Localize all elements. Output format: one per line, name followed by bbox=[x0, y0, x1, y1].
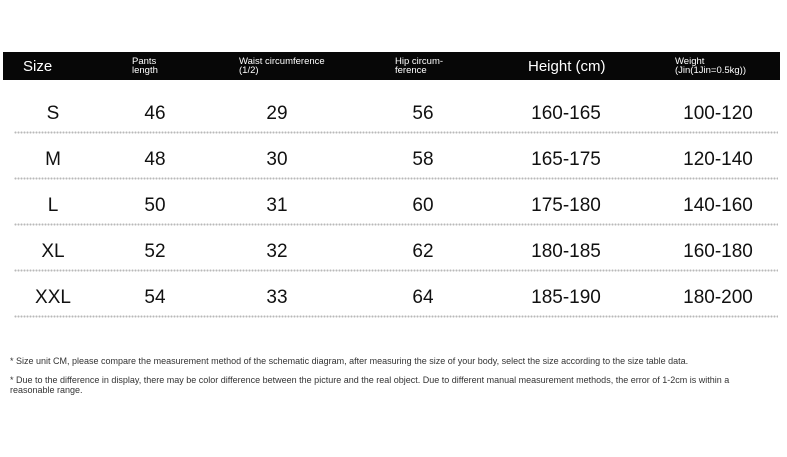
row-divider bbox=[14, 269, 778, 272]
table-header bbox=[3, 52, 780, 80]
cell-waist: 29 bbox=[266, 103, 288, 124]
table-row bbox=[0, 136, 787, 182]
header-hip-circumference: Hip circum- ference bbox=[395, 55, 444, 76]
cell-size: XL bbox=[41, 241, 65, 262]
row-divider bbox=[14, 223, 778, 226]
cell-height: 165-175 bbox=[531, 149, 601, 170]
cell-height: 185-190 bbox=[531, 287, 601, 308]
header-weight: Weight (Jin(1Jin=0.5kg)) bbox=[675, 55, 747, 76]
row-divider bbox=[14, 177, 778, 180]
cell-waist: 33 bbox=[266, 287, 288, 308]
cell-weight: 160-180 bbox=[683, 241, 753, 262]
cell-waist: 31 bbox=[266, 195, 288, 216]
cell-hip: 56 bbox=[412, 103, 434, 124]
cell-size: M bbox=[45, 149, 61, 170]
cell-height: 160-165 bbox=[531, 103, 601, 124]
header-pants-length: Pants length bbox=[132, 55, 158, 76]
notes-section bbox=[10, 356, 775, 404]
cell-hip: 64 bbox=[412, 287, 434, 308]
cell-waist: 30 bbox=[266, 149, 288, 170]
cell-weight: 180-200 bbox=[683, 287, 753, 308]
row-divider bbox=[14, 131, 778, 134]
table-row bbox=[0, 90, 787, 136]
cell-weight: 100-120 bbox=[683, 103, 753, 124]
cell-hip: 62 bbox=[412, 241, 434, 262]
cell-pants-length: 54 bbox=[144, 287, 166, 308]
cell-height: 180-185 bbox=[531, 241, 601, 262]
table-row bbox=[0, 182, 787, 228]
header-waist-circumference: Waist circumference (1/2) bbox=[239, 55, 325, 76]
cell-weight: 140-160 bbox=[683, 195, 753, 216]
cell-size: S bbox=[46, 103, 60, 124]
cell-pants-length: 50 bbox=[144, 195, 166, 216]
cell-size: XXL bbox=[35, 287, 71, 308]
cell-weight: 120-140 bbox=[683, 149, 753, 170]
row-divider bbox=[14, 315, 778, 318]
cell-pants-length: 46 bbox=[144, 103, 166, 124]
note-size-unit: * Size unit CM, please compare the measurement method of the schematic diagram, after measuring the size of your body, select the size according to the size table data. bbox=[10, 356, 689, 366]
header-height: Height (cm) bbox=[528, 57, 606, 75]
cell-pants-length: 48 bbox=[144, 149, 166, 170]
table-row bbox=[0, 274, 787, 320]
note-color-difference: * Due to the difference in display, there may be color difference between the picture and the real object. Due to different manual measurement methods, the error of 1-2cm is within a reasonable range. bbox=[10, 374, 730, 395]
cell-size: L bbox=[47, 195, 59, 216]
header-size: Size bbox=[23, 57, 53, 75]
cell-hip: 58 bbox=[412, 149, 434, 170]
cell-pants-length: 52 bbox=[144, 241, 166, 262]
table-row bbox=[0, 228, 787, 274]
cell-hip: 60 bbox=[412, 195, 434, 216]
cell-waist: 32 bbox=[266, 241, 288, 262]
cell-height: 175-180 bbox=[531, 195, 601, 216]
